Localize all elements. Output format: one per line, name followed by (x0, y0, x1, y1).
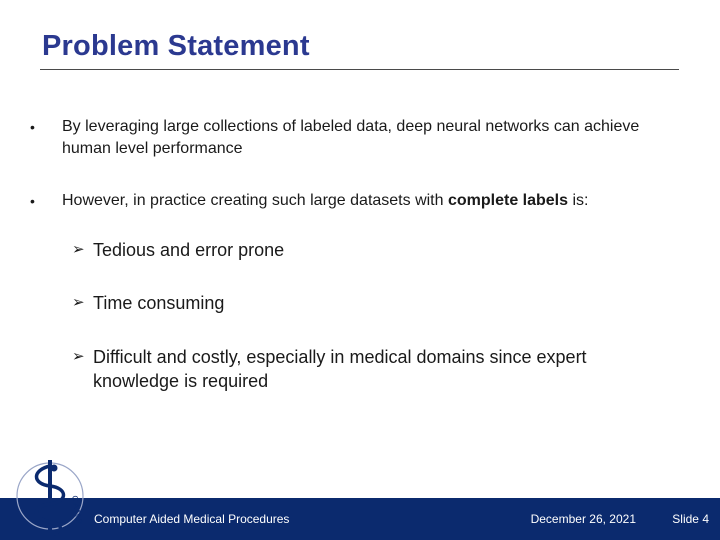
bullet-text-emphasis: complete labels (447, 192, 569, 209)
sub-bullet-text: Time consuming (93, 293, 225, 313)
bullet-marker: • (30, 119, 35, 135)
bullet-text-part: However, in practice creating such large datasets with (62, 192, 448, 209)
bullet-marker: • (30, 193, 35, 209)
title-divider (40, 69, 679, 70)
bullet-text: By leveraging large collections of labeled data, deep neural networks can achieve human level performance (62, 118, 640, 157)
arrow-bullet-icon: ➢ (72, 348, 85, 365)
svg-text:C A M P: C A M P (70, 494, 84, 525)
footer-organization: Computer Aided Medical Procedures (94, 512, 290, 526)
sub-bullet-text: Tedious and error prone (93, 240, 285, 260)
sub-bullet-text: Difficult and costly, especially in medical domains since expert knowledge is required (93, 347, 587, 391)
slide-footer (0, 498, 720, 540)
slide-title: Problem Statement (42, 30, 310, 62)
footer-slide-number: Slide 4 (672, 512, 709, 526)
bullet-text-part: is: (568, 192, 589, 209)
camp-caduceus-logo-icon (10, 456, 90, 540)
footer-date: December 26, 2021 (530, 512, 636, 526)
bullet-text (62, 190, 662, 212)
arrow-bullet-icon: ➢ (72, 294, 85, 311)
arrow-bullet-icon: ➢ (72, 241, 85, 258)
